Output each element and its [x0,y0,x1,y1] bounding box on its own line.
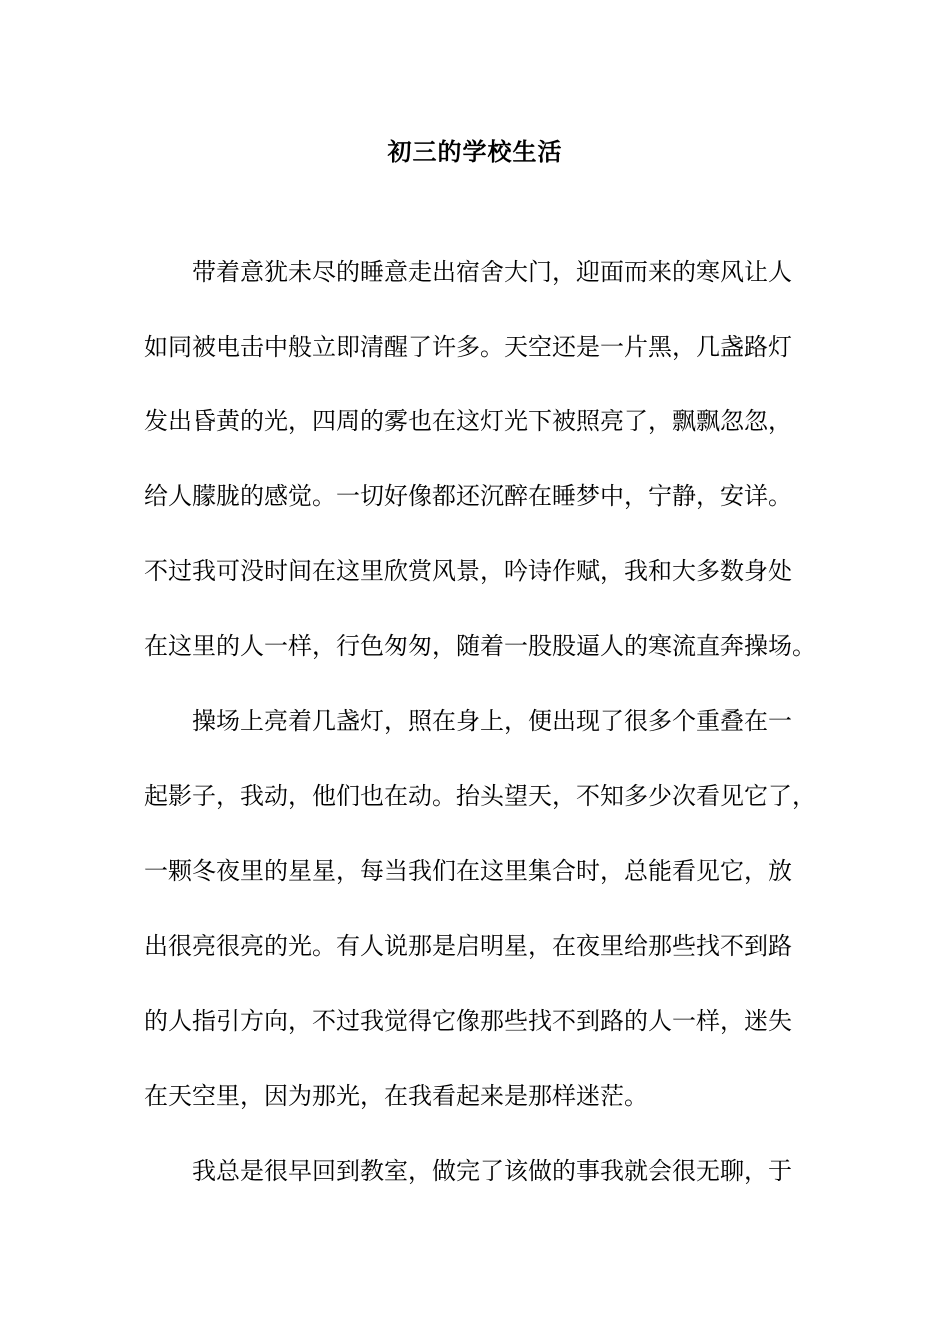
paragraph-2-line-6: 在天空里，因为那光，在我看起来是那样迷茫。 [144,1082,648,1110]
paragraph-2-line-4: 出很亮很亮的光。有人说那是启明星，在夜里给那些找不到路 [144,932,792,960]
paragraph-1-line-1: 带着意犹未尽的睡意走出宿舍大门，迎面而来的寒风让人 [192,258,792,286]
paragraph-2-line-2: 起影子，我动，他们也在动。抬头望天，不知多少次看见它了， [144,782,816,810]
paragraph-1-line-2: 如同被电击中般立即清醒了许多。天空还是一片黑，几盏路灯 [144,333,792,361]
paragraph-3-line-1: 我总是很早回到教室，做完了该做的事我就会很无聊，于 [192,1157,792,1185]
paragraph-1-line-5: 不过我可没时间在这里欣赏风景，吟诗作赋，我和大多数身处 [144,557,792,585]
paragraph-2-line-5: 的人指引方向，不过我觉得它像那些找不到路的人一样，迷失 [144,1007,792,1035]
paragraph-2-line-1: 操场上亮着几盏灯，照在身上，便出现了很多个重叠在一 [192,707,792,735]
paragraph-1-line-6: 在这里的人一样，行色匆匆，随着一股股逼人的寒流直奔操场。 [144,632,816,660]
paragraph-1-line-4: 给人朦胧的感觉。一切好像都还沉醉在睡梦中，宁静，安详。 [144,482,792,510]
paragraph-1-line-3: 发出昏黄的光，四周的雾也在这灯光下被照亮了，飘飘忽忽， [144,407,792,435]
paragraph-2-line-3: 一颗冬夜里的星星，每当我们在这里集合时，总能看见它，放 [144,857,792,885]
document-title: 初三的学校生活 [387,137,563,166]
